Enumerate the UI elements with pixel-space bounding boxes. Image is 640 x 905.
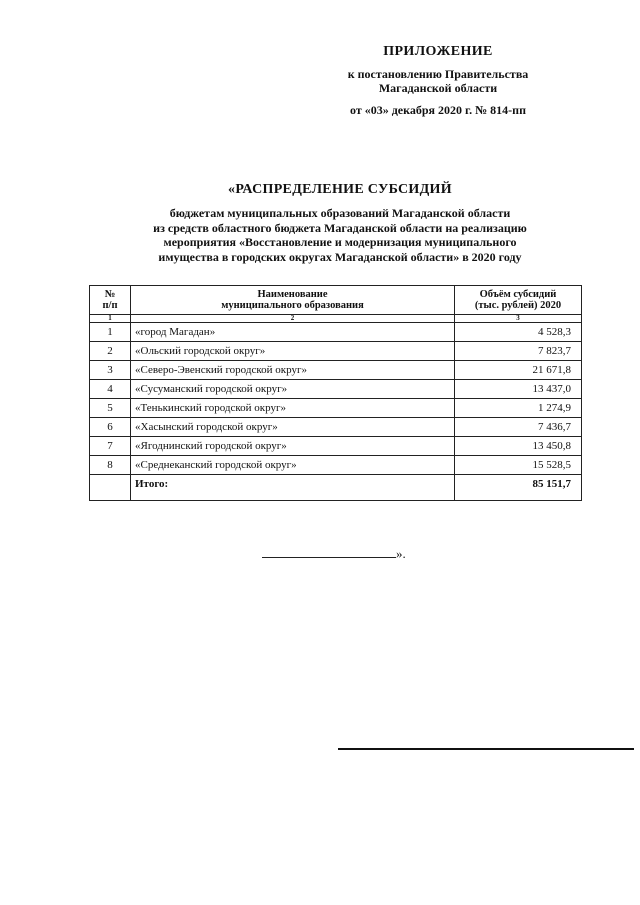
row-number: 8 (90, 456, 131, 475)
appendix-heading: ПРИЛОЖЕНИЕ (383, 44, 493, 59)
row-amount: 15 528,5 (455, 456, 582, 475)
appendix-date: от «03» декабря 2020 г. № 814-пп (349, 103, 526, 117)
table-total-row (90, 475, 582, 501)
row-municipality: «Ягоднинский городской округ» (131, 437, 455, 456)
row-number: 1 (90, 323, 131, 342)
appendix-resolution (308, 67, 568, 95)
row-amount: 4 528,3 (455, 323, 582, 342)
row-number: 7 (90, 437, 131, 456)
row-amount: 1 274,9 (455, 399, 582, 418)
table-header-row (90, 286, 582, 315)
total-value: 85 151,7 (455, 475, 582, 501)
table-row (90, 380, 582, 399)
column-number-1: 1 (90, 315, 131, 323)
header-name-line-1: Наименование (257, 289, 328, 300)
row-amount: 13 450,8 (455, 437, 582, 456)
closing-quote: ». (396, 546, 406, 561)
table-row (90, 399, 582, 418)
row-number: 5 (90, 399, 131, 418)
row-number: 4 (90, 380, 131, 399)
table-row (90, 323, 582, 342)
document-title: «РАСПРЕДЕЛЕНИЕ СУБСИДИЙ (228, 182, 452, 197)
appendix-block (308, 44, 568, 118)
column-number-3: 3 (455, 315, 582, 323)
row-amount: 7 823,7 (455, 342, 582, 361)
header-name (131, 286, 455, 315)
column-number-row (90, 315, 582, 323)
row-municipality: «Северо-Эвенский городской округ» (131, 361, 455, 380)
appendix-line-2: Магаданской области (378, 81, 498, 95)
row-number: 3 (90, 361, 131, 380)
column-number-2: 2 (131, 315, 455, 323)
total-empty-cell (90, 475, 131, 501)
header-name-line-2: муниципального образования (221, 300, 364, 311)
table-row (90, 361, 582, 380)
header-amount (455, 286, 582, 315)
subtitle-line-1: бюджетам муниципальных образований Магаданской области (169, 206, 511, 220)
row-municipality: «Ольский городской округ» (131, 342, 455, 361)
row-municipality: «Тенькинский городской округ» (131, 399, 455, 418)
row-number: 6 (90, 418, 131, 437)
row-municipality: «Хасынский городской округ» (131, 418, 455, 437)
row-amount: 13 437,0 (455, 380, 582, 399)
row-municipality: «Сусуманский городской округ» (131, 380, 455, 399)
row-municipality: «Среднеканский городской округ» (131, 456, 455, 475)
header-number-line-1: № (104, 289, 116, 300)
header-amount-line-1: Объём субсидий (479, 289, 557, 300)
subtitle-line-4: имущества в городских округах Магаданской области» в 2020 году (158, 249, 522, 264)
subtitle-line-2: из средств областного бюджета Магаданской области на реализацию (153, 220, 527, 235)
header-number (90, 286, 131, 315)
closing-mark (262, 545, 406, 562)
total-label: Итого: (131, 475, 455, 501)
subtitle-line-3: мероприятия «Восстановление и модернизация муниципального (163, 235, 517, 249)
table-row (90, 342, 582, 361)
table-row (90, 418, 582, 437)
closing-underline (262, 545, 396, 558)
bottom-divider (338, 748, 634, 750)
header-number-line-2: п/п (102, 300, 118, 311)
row-municipality: «город Магадан» (131, 323, 455, 342)
row-amount: 21 671,8 (455, 361, 582, 380)
document-title-block (60, 182, 620, 264)
appendix-line-1: к постановлению Правительства (347, 67, 529, 81)
table-row (90, 456, 582, 475)
document-subtitle (60, 206, 620, 264)
row-amount: 7 436,7 (455, 418, 582, 437)
row-number: 2 (90, 342, 131, 361)
header-amount-line-2: (тыс. рублей) 2020 (474, 300, 562, 311)
subsidy-table (89, 285, 582, 501)
table-row (90, 437, 582, 456)
